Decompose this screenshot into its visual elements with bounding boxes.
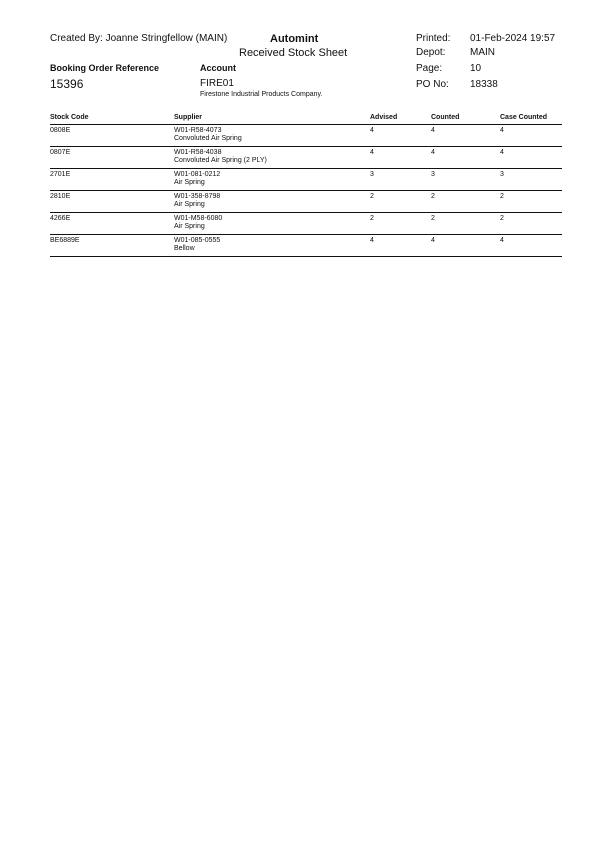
supplier-description: Convoluted Air Spring [174, 135, 242, 142]
supplier-description: Bellow [174, 245, 195, 252]
supplier-code: W01-085-0555 [174, 237, 221, 244]
created-by-label: Created By: [50, 33, 103, 44]
advised-value: 4 [370, 149, 374, 156]
case-counted-value: 2 [500, 215, 504, 222]
col-supplier: Supplier [174, 114, 203, 121]
counted-value: 4 [431, 237, 435, 244]
case-counted-value: 3 [500, 171, 504, 178]
table-row [50, 169, 562, 191]
counted-value: 4 [431, 149, 435, 156]
depot-label: Depot: [416, 47, 446, 58]
stock-code: 2701E [50, 171, 71, 178]
supplier-code: W01-M58-6080 [174, 215, 223, 222]
supplier-cell [174, 171, 220, 187]
advised-value: 4 [370, 237, 374, 244]
supplier-code: W01-358-8798 [174, 193, 221, 200]
case-counted-value: 4 [500, 127, 504, 134]
supplier-description: Air Spring [174, 201, 205, 208]
counted-value: 3 [431, 171, 435, 178]
booking-value: 15396 [50, 77, 84, 91]
table-row [50, 213, 562, 235]
po-label: PO No: [416, 79, 449, 90]
sheet-title: Received Stock Sheet [239, 47, 348, 59]
case-counted-value: 4 [500, 237, 504, 244]
company-name: Automint [270, 33, 319, 45]
supplier-cell [174, 237, 220, 253]
table-row [50, 125, 562, 147]
stock-code: 4266E [50, 215, 71, 222]
account-name: Firestone Industrial Products Company. [200, 91, 323, 98]
col-case-counted: Case Counted [500, 114, 548, 121]
supplier-cell [174, 149, 267, 165]
printed-value: 01-Feb-2024 19:57 [470, 33, 556, 44]
supplier-code: W01-081-0212 [174, 171, 221, 178]
advised-value: 4 [370, 127, 374, 134]
created-by [50, 33, 227, 44]
stock-code: 0808E [50, 127, 71, 134]
col-stock-code: Stock Code [50, 114, 89, 121]
counted-value: 2 [431, 193, 435, 200]
stock-code: 0807E [50, 149, 71, 156]
page-value: 10 [470, 63, 482, 74]
counted-value: 4 [431, 127, 435, 134]
depot-value: MAIN [470, 47, 495, 58]
advised-value: 2 [370, 215, 374, 222]
stock-code: 2810E [50, 193, 71, 200]
supplier-description: Air Spring [174, 223, 205, 230]
po-value: 18338 [470, 79, 498, 90]
table-row [50, 191, 562, 213]
stock-code: BE6889E [50, 237, 80, 244]
account-label: Account [200, 63, 236, 73]
table-row [50, 147, 562, 169]
booking-label: Booking Order Reference [50, 63, 160, 73]
table-row [50, 235, 562, 257]
counted-value: 2 [431, 215, 435, 222]
col-counted: Counted [431, 114, 460, 121]
created-by-value: Joanne Stringfellow (MAIN) [105, 33, 228, 44]
case-counted-value: 2 [500, 193, 504, 200]
supplier-code: W01-R58-4038 [174, 149, 222, 156]
supplier-code: W01-R58-4073 [174, 127, 222, 134]
supplier-description: Convoluted Air Spring (2 PLY) [174, 157, 267, 164]
stock-table [50, 114, 562, 257]
advised-value: 3 [370, 171, 374, 178]
col-advised: Advised [370, 114, 398, 121]
supplier-cell [174, 193, 220, 209]
case-counted-value: 4 [500, 149, 504, 156]
advised-value: 2 [370, 193, 374, 200]
page-label: Page: [416, 63, 443, 74]
account-value: FIRE01 [200, 78, 234, 89]
supplier-cell [174, 215, 222, 231]
printed-label: Printed: [416, 33, 451, 44]
table-header [50, 114, 562, 125]
supplier-description: Air Spring [174, 179, 205, 186]
supplier-cell [174, 127, 242, 143]
